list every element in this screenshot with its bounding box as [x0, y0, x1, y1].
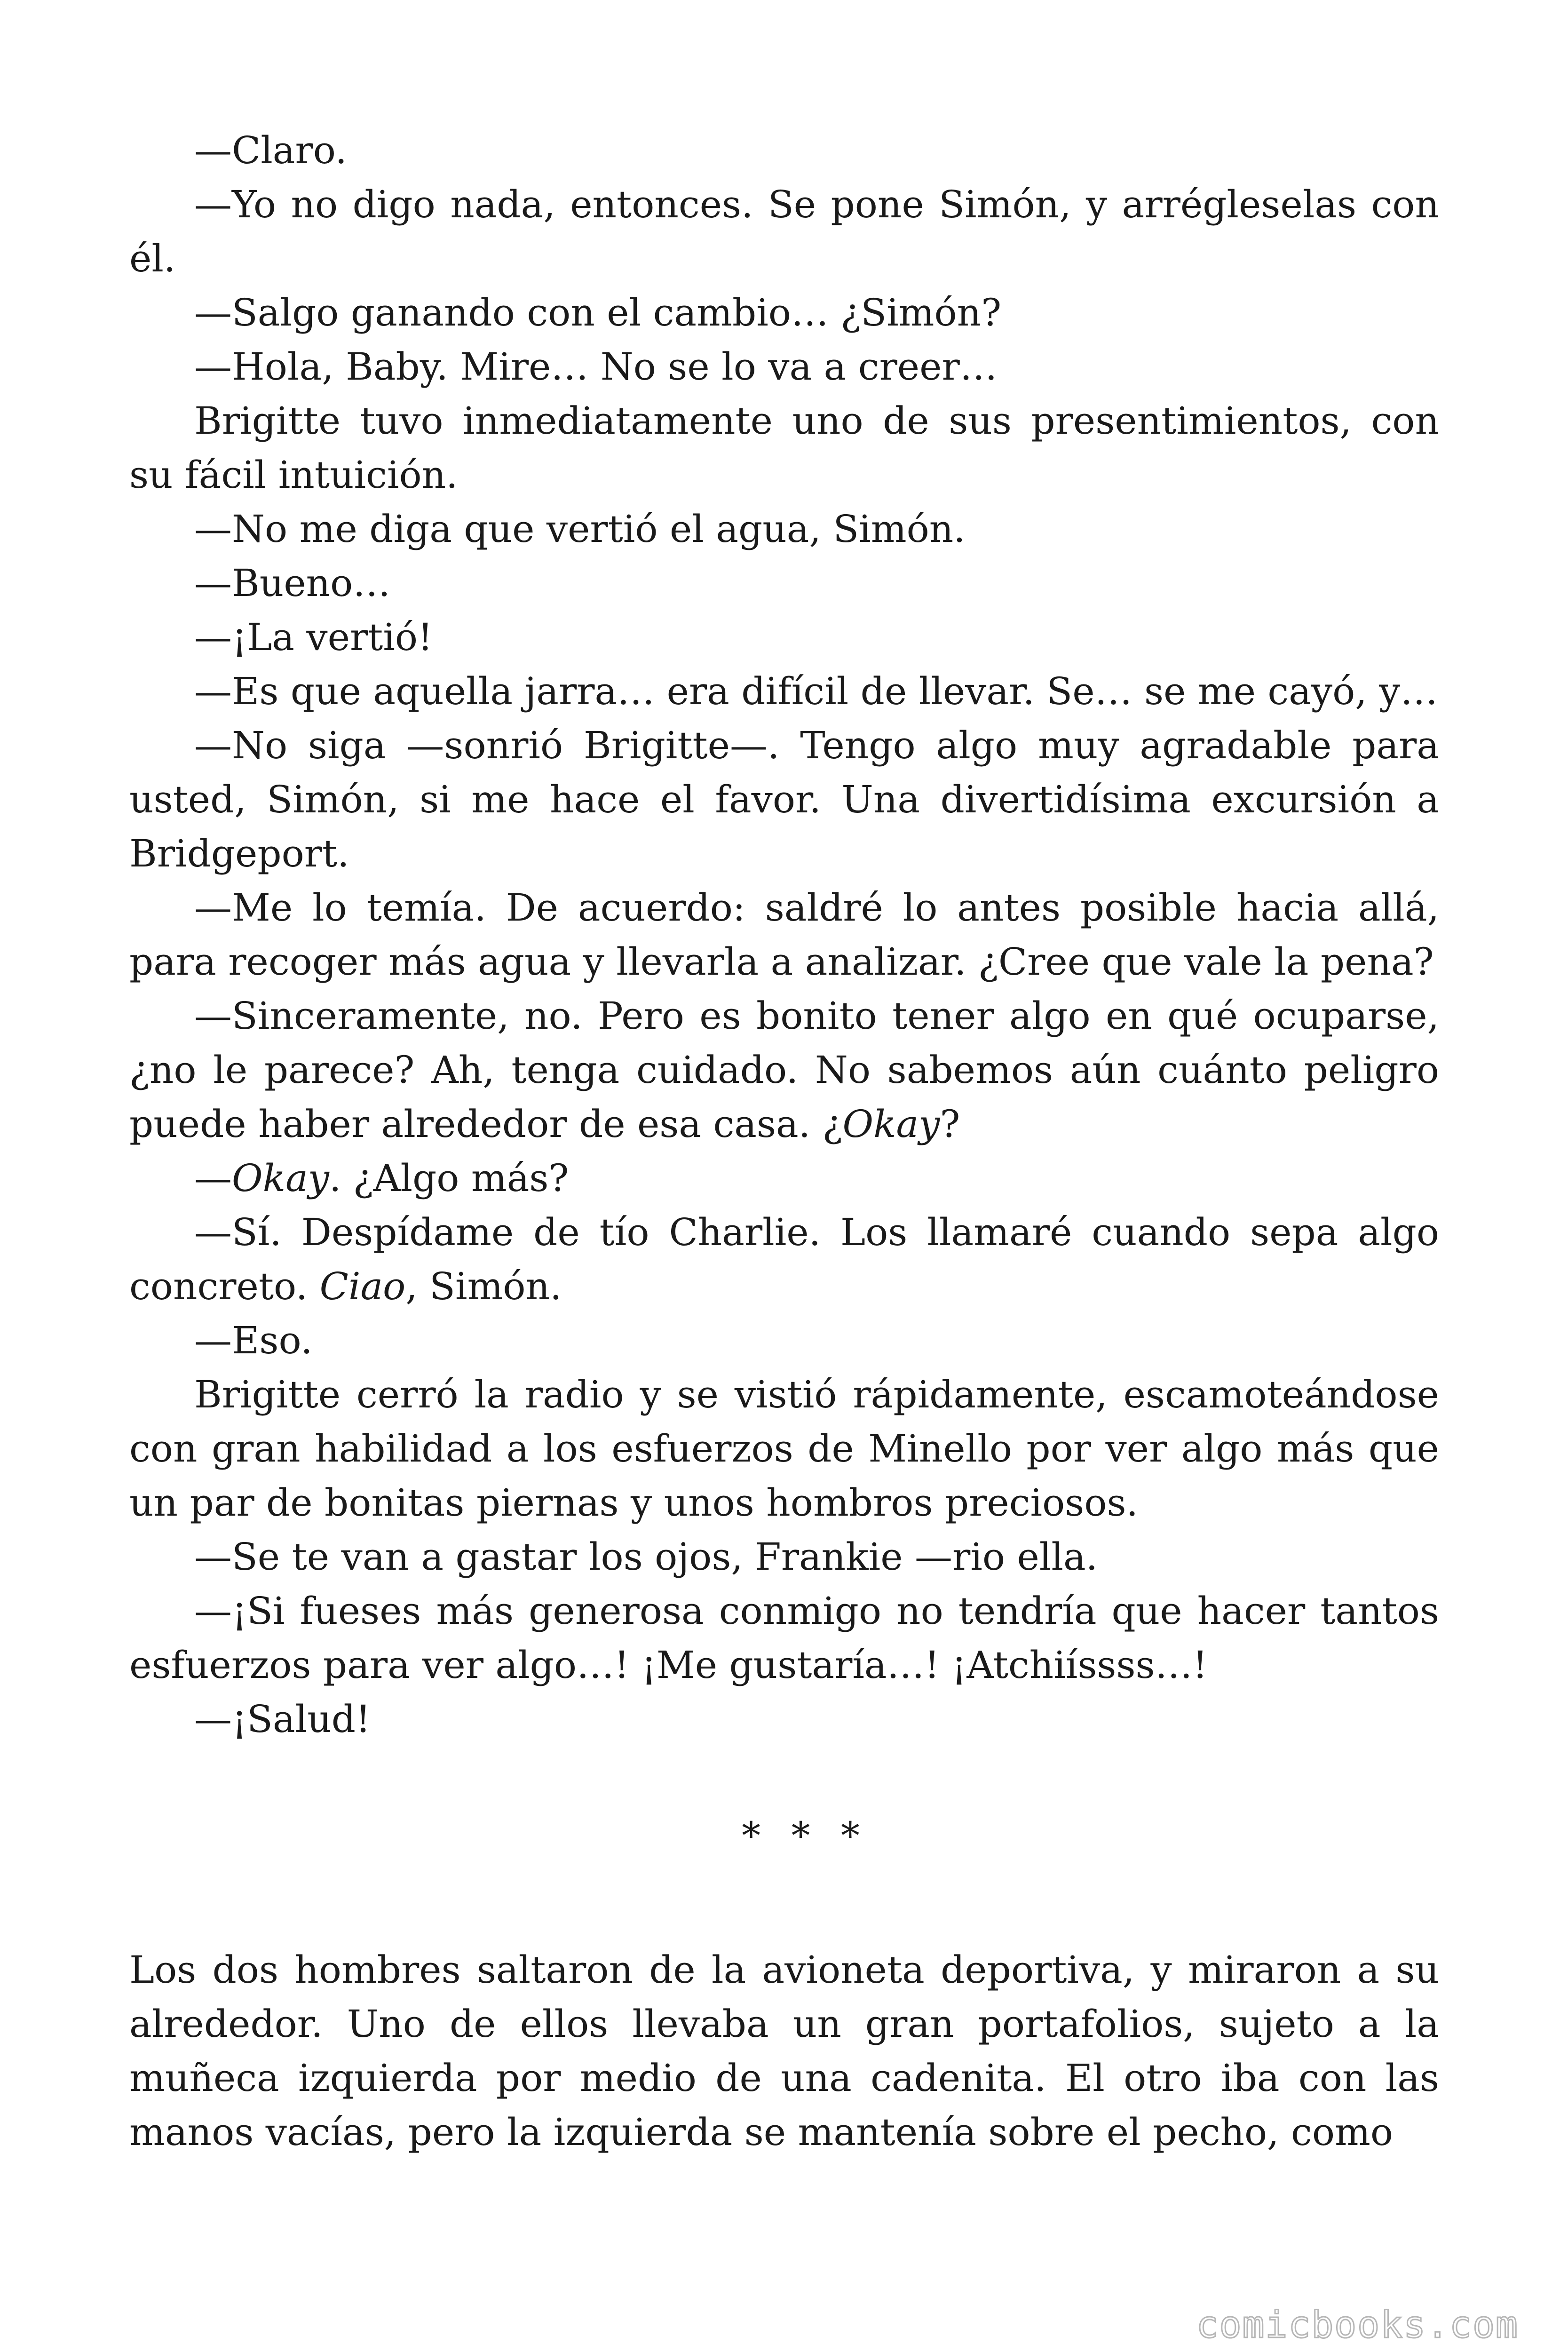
paragraph: —¡La vertió!	[194, 615, 433, 659]
paragraph: Los dos hombres saltaron de la avioneta deportiva, y miraron a su alrededor. Uno de ellos llevaba un gran portafolios, sujeto a la muñeca izquierda por medio de una cadenita. El otro iba con las manos vacías, pero la izquierda se mantenía sobre el pecho, como	[129, 1948, 1439, 2154]
paragraph: —Bueno…	[194, 561, 391, 605]
italic-text: Okay	[842, 1102, 940, 1146]
paragraph: —Claro.	[194, 128, 347, 172]
paragraph: —Eso.	[194, 1319, 313, 1362]
text-run: . ¿Algo más?	[329, 1156, 569, 1200]
scene-break-separator: * * *	[742, 1814, 869, 1858]
italic-text: Okay	[232, 1156, 329, 1200]
paragraph	[129, 1151, 1439, 1205]
paragraph: —No siga —sonrió Brigitte—. Tengo algo muy agradable para usted, Simón, si me hace el favor. Una divertidísima excursión a Bridgeport.	[129, 723, 1439, 875]
paragraph: —Me lo temía. De acuerdo: saldré lo antes posible hacia allá, para recoger más agua y llevarla a analizar. ¿Cree que vale la pena?	[129, 886, 1439, 984]
paragraph: —Yo no digo nada, entonces. Se pone Simón, y arrégleselas con él.	[129, 183, 1439, 280]
paragraph: —¡Si fueses más generosa conmigo no tendría que hacer tantos esfuerzos para ver algo…! ¡Me gustaría…! ¡Atchiíssss…!	[129, 1589, 1439, 1687]
paragraph: —No me diga que vertió el agua, Simón.	[194, 507, 966, 551]
text-run: —	[194, 1156, 232, 1200]
watermark-text: comicbooks.com	[1196, 2304, 1519, 2346]
paragraph: Brigitte tuvo inmediatamente uno de sus presentimientos, con su fácil intuición.	[129, 399, 1439, 497]
paragraph	[129, 1205, 1439, 1313]
page-body	[129, 123, 1439, 2159]
paragraph: —Hola, Baby. Mire… No se lo va a creer…	[194, 345, 998, 389]
paragraph: —Salgo ganando con el cambio… ¿Simón?	[194, 291, 1002, 334]
paragraph: —¡Salud!	[194, 1697, 371, 1741]
text-run: ?	[940, 1102, 960, 1146]
text-run: —Sinceramente, no. Pero es bonito tener algo en qué ocuparse, ¿no le parece? Ah, tenga cuidado. No sabemos aún cuánto peligro puede haber alrededor de esa casa. ¿	[129, 994, 1439, 1146]
paragraph: —Es que aquella jarra… era difícil de llevar. Se… se me cayó, y…	[194, 669, 1438, 713]
paragraph: —Se te van a gastar los ojos, Frankie —rio ella.	[194, 1535, 1098, 1579]
paragraph	[129, 989, 1439, 1151]
text-run: , Simón.	[405, 1264, 562, 1308]
italic-text: Ciao	[319, 1264, 406, 1308]
text-run: —Sí. Despídame de tío Charlie. Los llamaré cuando sepa algo concreto.	[129, 1210, 1439, 1308]
paragraph: Brigitte cerró la radio y se vistió rápidamente, escamoteándose con gran habilidad a los esfuerzos de Minello por ver algo más que un par de bonitas piernas y unos hombros preciosos.	[129, 1373, 1439, 1525]
